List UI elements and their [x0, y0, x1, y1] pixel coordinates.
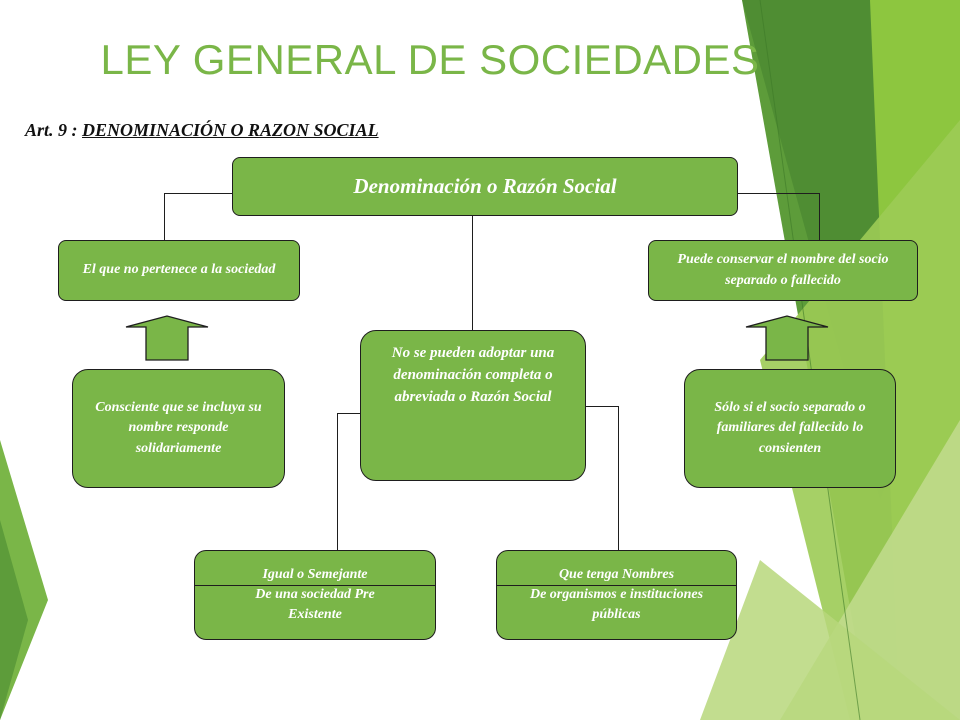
connector — [337, 413, 338, 550]
root-node-label: Denominación o Razón Social — [353, 174, 617, 199]
bottom-left-node-line1: Igual o Semejante — [262, 566, 368, 582]
connector — [164, 193, 165, 240]
bottom-right-node-line1: Que tenga Nombres — [558, 566, 675, 582]
connector — [586, 406, 619, 407]
connector — [618, 406, 619, 550]
left-top-node — [58, 240, 300, 301]
center-node-label: No se pueden adoptar una denominación completa o abreviada o Razón Social — [391, 345, 555, 405]
connector — [472, 216, 473, 330]
up-arrow-icon — [744, 315, 830, 361]
left-bottom-node — [72, 369, 285, 488]
article-title: DENOMINACIÓN O RAZON SOCIAL — [82, 120, 379, 140]
bottom-right-node-line2: De organismos e instituciones públicas — [529, 586, 704, 623]
divider — [496, 585, 737, 586]
connector — [737, 193, 820, 194]
article-prefix: Art. 9 : — [25, 120, 83, 140]
center-node — [360, 330, 586, 481]
bottom-left-node-line2: De una sociedad Pre Existente — [255, 586, 375, 623]
bottom-left-node — [194, 550, 436, 640]
connector — [164, 193, 232, 194]
article-heading — [25, 120, 379, 141]
connector — [819, 193, 820, 240]
divider — [194, 585, 436, 586]
page-title: LEY GENERAL DE SOCIEDADES — [100, 36, 760, 83]
bottom-right-node — [496, 550, 737, 640]
up-arrow-icon — [124, 315, 210, 361]
connector — [337, 413, 360, 414]
root-node — [232, 157, 738, 216]
left-top-node-label: El que no pertenece a la sociedad — [82, 262, 276, 278]
right-bottom-node — [684, 369, 896, 488]
right-top-node — [648, 240, 918, 301]
left-bottom-node-label: Consciente que se incluya su nombre responde solidariamente — [95, 400, 262, 456]
right-bottom-node-label: Sólo si el socio separado o familiares del fallecido lo consienten — [714, 400, 866, 456]
right-top-node-label: Puede conservar el nombre del socio separado o fallecido — [677, 252, 889, 288]
